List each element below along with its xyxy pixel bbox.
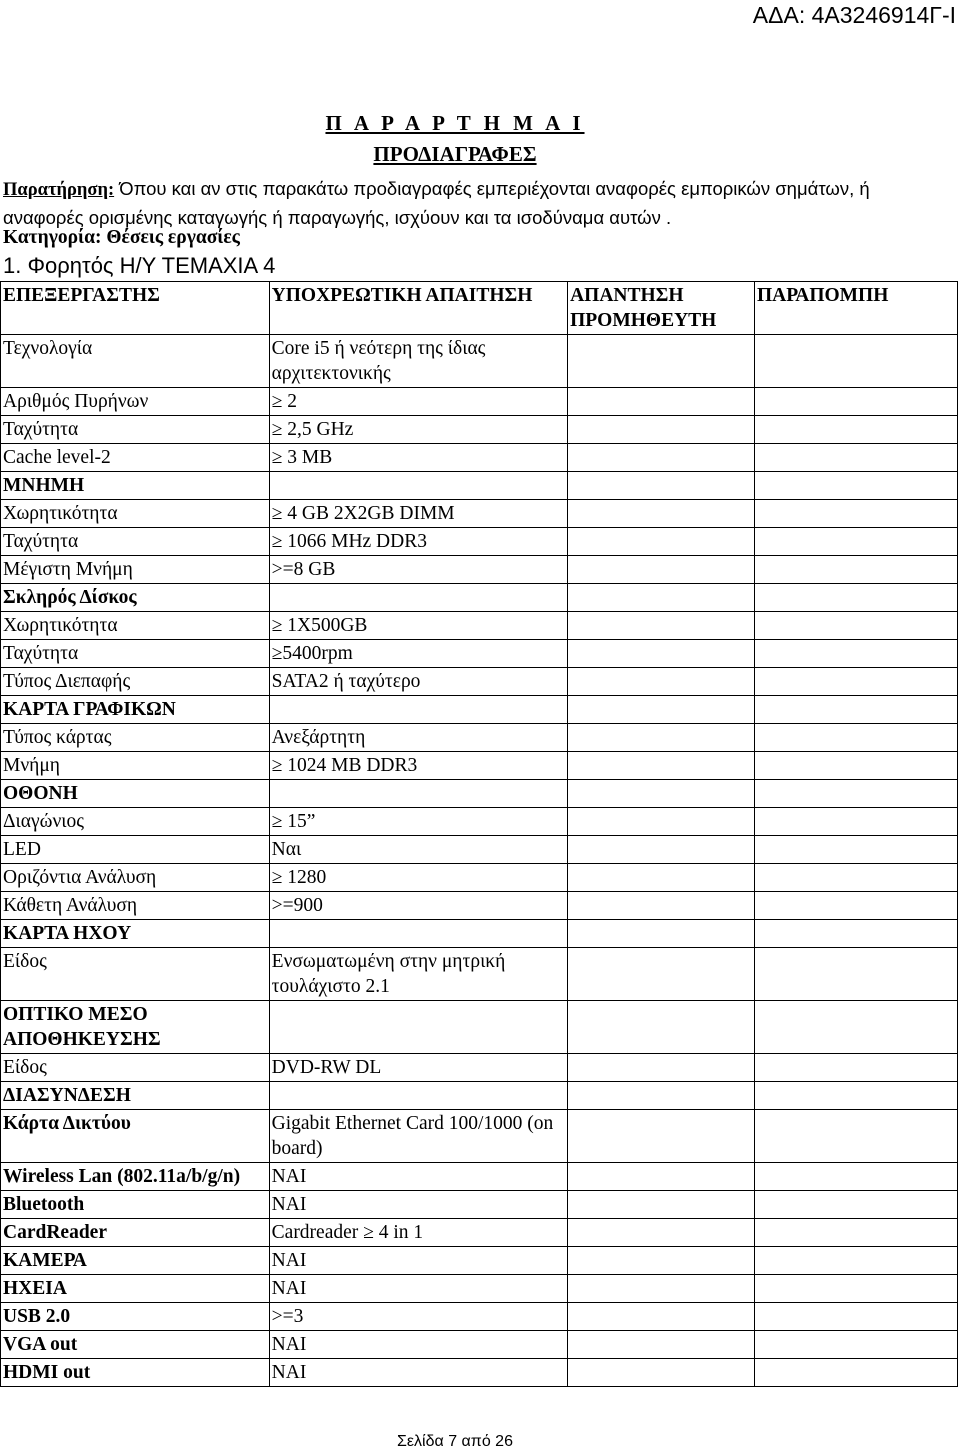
supplier-answer-cell — [568, 1163, 755, 1191]
spec-value-cell: Ενσωματωμένη στην μητρική τουλάχιστο 2.1 — [269, 948, 567, 1001]
spec-value-cell: Ανεξάρτητη — [269, 724, 567, 752]
supplier-answer-cell — [568, 752, 755, 780]
table-row — [1, 1303, 958, 1331]
table-row — [1, 1331, 958, 1359]
spec-label-cell: Bluetooth — [1, 1191, 270, 1219]
supplier-answer-cell — [568, 335, 755, 388]
supplier-answer-cell — [568, 836, 755, 864]
spec-value-cell: ≥ 15” — [269, 808, 567, 836]
reference-cell — [754, 864, 957, 892]
spec-value-cell: Ναι — [269, 836, 567, 864]
spec-label-cell: Κάθετη Ανάλυση — [1, 892, 270, 920]
spec-label-cell: Αριθμός Πυρήνων — [1, 388, 270, 416]
spec-value-cell — [269, 584, 567, 612]
spec-label-cell: ΔΙΑΣΥΝΔΕΣΗ — [1, 1082, 270, 1110]
supplier-answer-cell — [568, 528, 755, 556]
reference-cell — [754, 1331, 957, 1359]
spec-label-cell: VGA out — [1, 1331, 270, 1359]
table-row — [1, 920, 958, 948]
spec-value-cell: ≥ 1X500GB — [269, 612, 567, 640]
table-row — [1, 1191, 958, 1219]
spec-value-cell: >=8 GB — [269, 556, 567, 584]
reference-cell — [754, 752, 957, 780]
spec-label-cell: ΗΧΕΙΑ — [1, 1275, 270, 1303]
supplier-answer-cell — [568, 724, 755, 752]
supplier-answer-cell — [568, 388, 755, 416]
table-row — [1, 335, 958, 388]
table-row — [1, 584, 958, 612]
spec-value-cell: >=3 — [269, 1303, 567, 1331]
supplier-answer-cell — [568, 584, 755, 612]
spec-label-cell: Cache level-2 — [1, 444, 270, 472]
reference-cell — [754, 1110, 957, 1163]
supplier-answer-cell — [568, 1275, 755, 1303]
reference-cell — [754, 1219, 957, 1247]
supplier-answer-cell — [568, 864, 755, 892]
spec-value-cell — [269, 920, 567, 948]
supplier-answer-cell — [568, 1303, 755, 1331]
spec-table-body — [1, 282, 958, 1387]
spec-label-cell: Τεχνολογία — [1, 335, 270, 388]
spec-value-cell: Cardreader ≥ 4 in 1 — [269, 1219, 567, 1247]
header-cell: ΠΑΡΑΠΟΜΠΗ — [754, 282, 957, 335]
spec-value-cell — [269, 696, 567, 724]
ada-code: ΑΔΑ: 4Α3246914Γ-Ι — [752, 2, 956, 28]
spec-label-cell: Διαγώνιος — [1, 808, 270, 836]
supplier-answer-cell — [568, 668, 755, 696]
reference-cell — [754, 556, 957, 584]
reference-cell — [754, 416, 957, 444]
table-row — [1, 1359, 958, 1387]
table-row — [1, 1054, 958, 1082]
supplier-answer-cell — [568, 892, 755, 920]
table-row — [1, 1001, 958, 1054]
spec-label-cell: CardReader — [1, 1219, 270, 1247]
reference-cell — [754, 640, 957, 668]
table-row — [1, 948, 958, 1001]
reference-cell — [754, 948, 957, 1001]
supplier-answer-cell — [568, 1219, 755, 1247]
spec-label-cell: LED — [1, 836, 270, 864]
spec-value-cell: ΝΑΙ — [269, 1191, 567, 1219]
reference-cell — [754, 780, 957, 808]
spec-value-cell: ≥ 1066 MHz DDR3 — [269, 528, 567, 556]
spec-label-cell: Είδος — [1, 1054, 270, 1082]
reference-cell — [754, 892, 957, 920]
supplier-answer-cell — [568, 444, 755, 472]
supplier-answer-cell — [568, 920, 755, 948]
table-row — [1, 556, 958, 584]
spec-value-cell: ΝΑΙ — [269, 1163, 567, 1191]
table-row — [1, 500, 958, 528]
spec-value-cell: DVD-RW DL — [269, 1054, 567, 1082]
spec-label-cell: Ταχύτητα — [1, 640, 270, 668]
spec-value-cell — [269, 472, 567, 500]
reference-cell — [754, 612, 957, 640]
note-text: Όπου και αν στις παρακάτω προδιαγραφές εμπεριέχονται αναφορές εμπορικών σημάτων, ή αναφορές ορισμένης καταγωγής ή παραγωγής, ισχύουν και τα ισοδύναμα αυτών . — [3, 178, 870, 228]
header-cell: ΥΠΟΧΡΕΩΤΙΚΗ ΑΠΑΙΤΗΣΗ — [269, 282, 567, 335]
note-paragraph — [3, 175, 953, 231]
spec-table — [0, 281, 958, 1387]
spec-label-cell: USB 2.0 — [1, 1303, 270, 1331]
spec-value-cell — [269, 1082, 567, 1110]
spec-value-cell: ΝΑΙ — [269, 1275, 567, 1303]
reference-cell — [754, 1163, 957, 1191]
spec-label-cell: ΚΑΡΤΑ ΓΡΑΦΙΚΩΝ — [1, 696, 270, 724]
supplier-answer-cell — [568, 1359, 755, 1387]
spec-value-cell: ΝΑΙ — [269, 1359, 567, 1387]
table-row — [1, 780, 958, 808]
spec-value-cell: ≥ 1280 — [269, 864, 567, 892]
table-row — [1, 752, 958, 780]
spec-label-cell: Είδος — [1, 948, 270, 1001]
spec-value-cell: ≥ 2,5 GHz — [269, 416, 567, 444]
spec-value-cell: ≥ 2 — [269, 388, 567, 416]
item-title: 1. Φορητός Η/Υ ΤΕΜΑΧΙΑ 4 — [3, 253, 276, 278]
spec-label-cell: Ταχύτητα — [1, 528, 270, 556]
table-row — [1, 416, 958, 444]
reference-cell — [754, 1054, 957, 1082]
spec-label-cell: ΚΑΜΕΡΑ — [1, 1247, 270, 1275]
supplier-answer-cell — [568, 1001, 755, 1054]
table-row — [1, 808, 958, 836]
spec-value-cell: >=900 — [269, 892, 567, 920]
note-label: Παρατήρηση: — [3, 180, 115, 200]
reference-cell — [754, 500, 957, 528]
spec-label-cell: ΚΑΡΤΑ ΗΧΟΥ — [1, 920, 270, 948]
reference-cell — [754, 696, 957, 724]
reference-cell — [754, 1275, 957, 1303]
header-cell: ΑΠΑΝΤΗΣΗ ΠΡΟΜΗΘΕΥΤΗ — [568, 282, 755, 335]
reference-cell — [754, 472, 957, 500]
reference-cell — [754, 1247, 957, 1275]
supplier-answer-cell — [568, 1247, 755, 1275]
table-row — [1, 836, 958, 864]
spec-label-cell: Μνήμη — [1, 752, 270, 780]
category-heading: Κατηγορία: Θέσεις εργασίες — [3, 227, 240, 248]
spec-label-cell: Οριζόντια Ανάλυση — [1, 864, 270, 892]
table-row — [1, 1219, 958, 1247]
header-cell: ΕΠΕΞΕΡΓΑΣΤΗΣ — [1, 282, 270, 335]
table-row — [1, 528, 958, 556]
spec-label-cell: Ταχύτητα — [1, 416, 270, 444]
spec-value-cell: ΝΑΙ — [269, 1247, 567, 1275]
supplier-answer-cell — [568, 640, 755, 668]
spec-label-cell: ΟΘΟΝΗ — [1, 780, 270, 808]
spec-label-cell: Χωρητικότητα — [1, 612, 270, 640]
table-row — [1, 1163, 958, 1191]
spec-value-cell: ≥5400rpm — [269, 640, 567, 668]
page-number: Σελίδα 7 από 26 — [397, 1433, 513, 1450]
reference-cell — [754, 1359, 957, 1387]
spec-label-cell: Τύπος Διεπαφής — [1, 668, 270, 696]
supplier-answer-cell — [568, 696, 755, 724]
reference-cell — [754, 668, 957, 696]
reference-cell — [754, 724, 957, 752]
supplier-answer-cell — [568, 1082, 755, 1110]
reference-cell — [754, 388, 957, 416]
spec-value-cell: ≥ 1024 MB DDR3 — [269, 752, 567, 780]
supplier-answer-cell — [568, 808, 755, 836]
reference-cell — [754, 836, 957, 864]
spec-label-cell: ΜΝΗΜΗ — [1, 472, 270, 500]
spec-label-cell: Μέγιστη Μνήμη — [1, 556, 270, 584]
spec-value-cell: Core i5 ή νεότερη της ίδιας αρχιτεκτονικής — [269, 335, 567, 388]
spec-value-cell: ≥ 3 MB — [269, 444, 567, 472]
spec-label-cell: Σκληρός Δίσκος — [1, 584, 270, 612]
spec-value-cell: SATA2 ή ταχύτερο — [269, 668, 567, 696]
specs-title: ΠΡΟΔΙΑΓΡΑΦΕΣ — [373, 142, 537, 166]
supplier-answer-cell — [568, 1331, 755, 1359]
spec-label-cell: Κάρτα Δικτύου — [1, 1110, 270, 1163]
reference-cell — [754, 1001, 957, 1054]
reference-cell — [754, 1303, 957, 1331]
supplier-answer-cell — [568, 416, 755, 444]
reference-cell — [754, 1082, 957, 1110]
table-header-row — [1, 282, 958, 335]
reference-cell — [754, 808, 957, 836]
table-row — [1, 1082, 958, 1110]
supplier-answer-cell — [568, 500, 755, 528]
spec-label-cell: HDMI out — [1, 1359, 270, 1387]
table-row — [1, 640, 958, 668]
reference-cell — [754, 335, 957, 388]
supplier-answer-cell — [568, 1191, 755, 1219]
reference-cell — [754, 584, 957, 612]
spec-value-cell — [269, 780, 567, 808]
supplier-answer-cell — [568, 1110, 755, 1163]
table-row — [1, 612, 958, 640]
supplier-answer-cell — [568, 612, 755, 640]
table-row — [1, 1275, 958, 1303]
spec-value-cell: ΝΑΙ — [269, 1331, 567, 1359]
supplier-answer-cell — [568, 948, 755, 1001]
table-row — [1, 892, 958, 920]
table-row — [1, 1247, 958, 1275]
table-row — [1, 696, 958, 724]
spec-value-cell: ≥ 4 GB 2X2GB DIMM — [269, 500, 567, 528]
supplier-answer-cell — [568, 1054, 755, 1082]
spec-value-cell: Gigabit Ethernet Card 100/1000 (on board) — [269, 1110, 567, 1163]
reference-cell — [754, 920, 957, 948]
spec-label-cell: Χωρητικότητα — [1, 500, 270, 528]
supplier-answer-cell — [568, 780, 755, 808]
reference-cell — [754, 444, 957, 472]
spec-label-cell: Τύπος κάρτας — [1, 724, 270, 752]
supplier-answer-cell — [568, 556, 755, 584]
table-row — [1, 472, 958, 500]
spec-label-cell: ΟΠΤΙΚΟ ΜΕΣΟ ΑΠΟΘΗΚΕΥΣΗΣ — [1, 1001, 270, 1054]
reference-cell — [754, 528, 957, 556]
supplier-answer-cell — [568, 472, 755, 500]
table-row — [1, 388, 958, 416]
spec-label-cell: Wireless Lan (802.11a/b/g/n) — [1, 1163, 270, 1191]
table-row — [1, 444, 958, 472]
table-row — [1, 1110, 958, 1163]
annex-title: Π Α Ρ Α Ρ Τ Η Μ Α Ι — [325, 111, 585, 135]
table-row — [1, 668, 958, 696]
spec-value-cell — [269, 1001, 567, 1054]
table-row — [1, 864, 958, 892]
reference-cell — [754, 1191, 957, 1219]
table-row — [1, 724, 958, 752]
